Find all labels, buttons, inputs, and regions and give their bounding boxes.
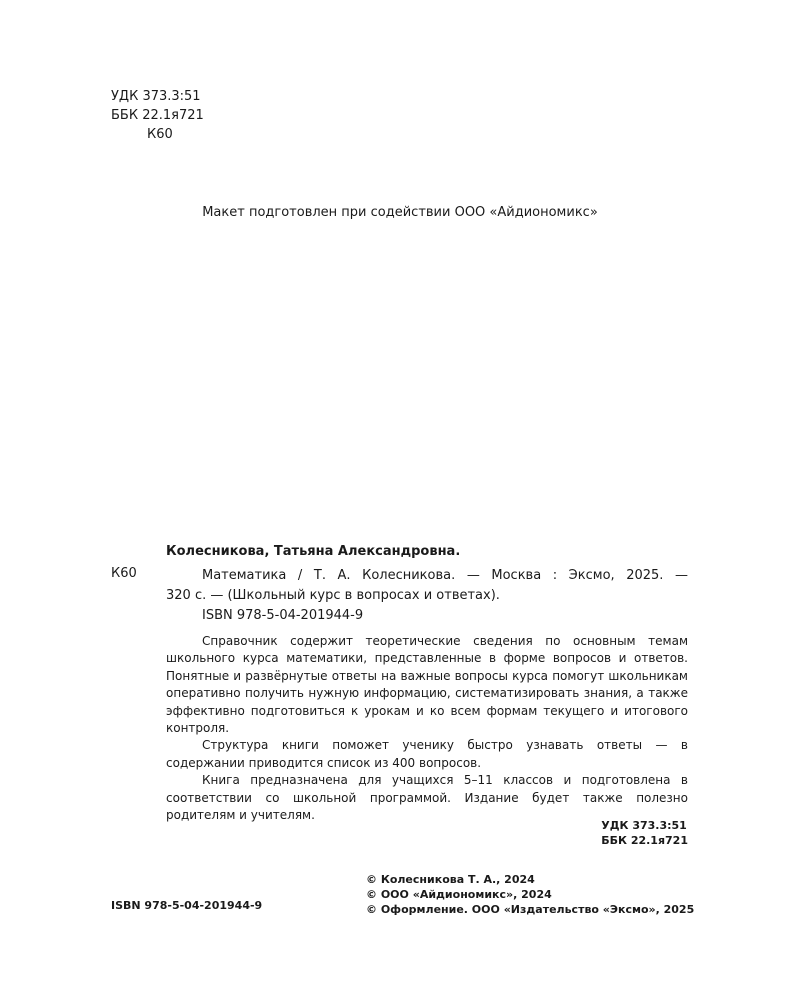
abstract-text-2: Структура книги поможет ученику быстро узнавать ответы — в содержании приводится список из 400 вопросов. (166, 738, 688, 770)
bbk-code: ББК 22.1я721 (111, 108, 204, 123)
biblio-line-2: 320 с. — (Школьный курс в вопросах и ответах). (166, 588, 500, 603)
copyright-line: © ООО «Айдиономикс», 2024 (366, 888, 552, 901)
abstract-paragraph (166, 633, 688, 737)
cutter-code: К60 (147, 127, 173, 142)
layout-credit: Макет подготовлен при содействии ООО «Айдиономикс» (202, 205, 598, 220)
bbk-code-bold: ББК 22.1я721 (601, 834, 688, 847)
isbn-bottom: ISBN 978-5-04-201944-9 (111, 899, 263, 912)
classification-block (111, 87, 204, 144)
abstract-text-3: Книга предназначена для учащихся 5–11 классов и подготовлена в соответствии со школьной программой. Издание будет также полезно родителям и учителям. (166, 773, 688, 823)
codes-right-block (601, 818, 688, 848)
copyright-line: © Колесникова Т. А., 2024 (366, 873, 535, 886)
abstract-paragraph (166, 772, 688, 824)
udk-code-bold: УДК 373.3:51 (601, 819, 687, 832)
biblio-line-1: Математика / Т. А. Колесникова. — Москва : Эксмо, 2025. — (202, 568, 688, 583)
bibliographic-description (166, 566, 688, 606)
abstract (166, 633, 688, 824)
entry-cutter-code: К60 (111, 566, 137, 581)
author-heading: Колесникова, Татьяна Александровна. (166, 544, 461, 559)
udk-code: УДК 373.3:51 (111, 89, 201, 104)
copyright-notices (366, 872, 694, 917)
abstract-paragraph (166, 737, 688, 772)
abstract-text-1: Справочник содержит теоретические сведения по основным темам школьного курса математики, представленные в форме вопросов и ответов. Понятные и развёрнутые ответы на важные вопросы курса помогут школьникам оперативно получить нужную информацию, систематизировать знания, а также эффективно подготовиться к урокам и ко всем формам текущего и итогового контроля. (166, 634, 688, 736)
entry-isbn: ISBN 978-5-04-201944-9 (202, 608, 364, 623)
copyright-line: © Оформление. ООО «Издательство «Эксмо», 2025 (366, 903, 695, 916)
